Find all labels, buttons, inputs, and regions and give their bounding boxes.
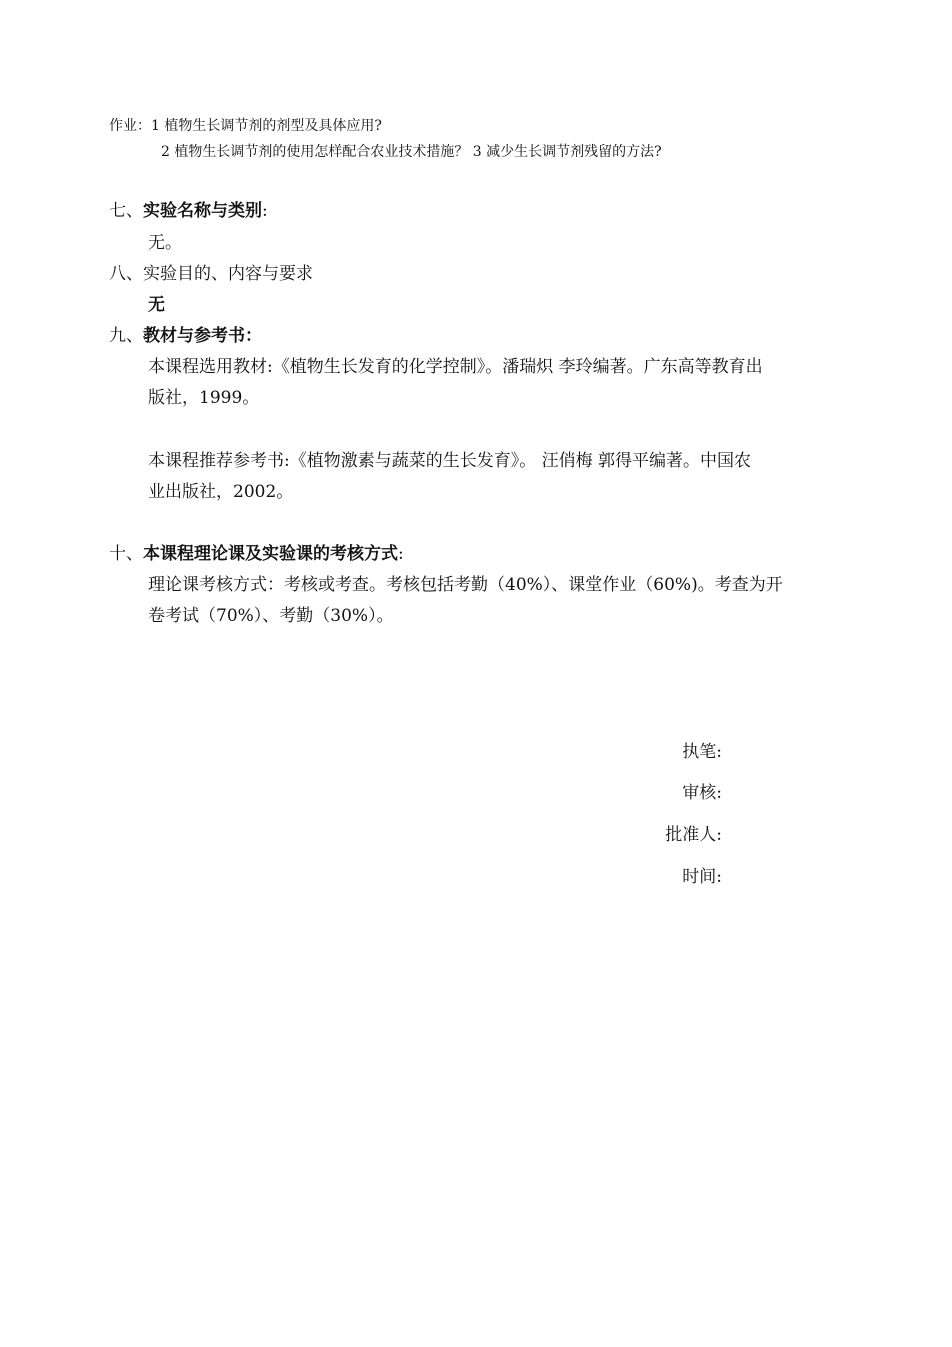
textbook-line-1: 本课程选用教材:《植物生长发育的化学控制》。潘瑞炽 李玲编著。广东高等教育出: [148, 357, 763, 377]
section-10-colon: :: [398, 544, 404, 564]
section-8-heading: 八、实验目的、内容与要求: [109, 264, 313, 284]
section-7-title: 实验名称与类别: [143, 201, 262, 221]
section-9-heading: [109, 325, 262, 347]
signature-date: 时间:: [682, 867, 722, 887]
section-10-title: 本课程理论课及实验课的考核方式: [143, 544, 398, 564]
homework-line-1: 作业：1 植物生长调节剂的剂型及具体应用?: [109, 118, 382, 134]
section-7-heading: [109, 200, 268, 222]
signature-reviewer: 审核:: [682, 783, 722, 803]
reference-line-2: 业出版社，2002。: [148, 482, 294, 502]
section-7-number: 七、: [109, 201, 143, 221]
section-10-number: 十、: [109, 544, 143, 564]
section-9-number: 九、: [109, 326, 143, 346]
section-9-title: 教材与参考书：: [143, 326, 262, 346]
section-7-body: 无。: [148, 233, 182, 253]
assessment-line-2: 卷考试（70%）、考勤（30%）。: [148, 606, 394, 626]
homework-line-2: 2 植物生长调节剂的使用怎样配合农业技术措施？ 3 减少生长调节剂残留的方法?: [161, 144, 662, 160]
reference-line-1: 本课程推荐参考书:《植物激素与蔬菜的生长发育》。 汪俏梅 郭得平编著。中国农: [148, 451, 752, 471]
section-8-body: 无: [148, 295, 165, 315]
textbook-line-2: 版社，1999。: [148, 388, 260, 408]
section-7-colon: :: [262, 201, 268, 221]
signature-author: 执笔:: [682, 742, 722, 762]
signature-approver: 批准人:: [665, 825, 722, 845]
assessment-line-1: 理论课考核方式：考核或考查。考核包括考勤（40%）、课堂作业（60%)。考查为开: [148, 575, 783, 595]
section-10-heading: [109, 543, 404, 565]
